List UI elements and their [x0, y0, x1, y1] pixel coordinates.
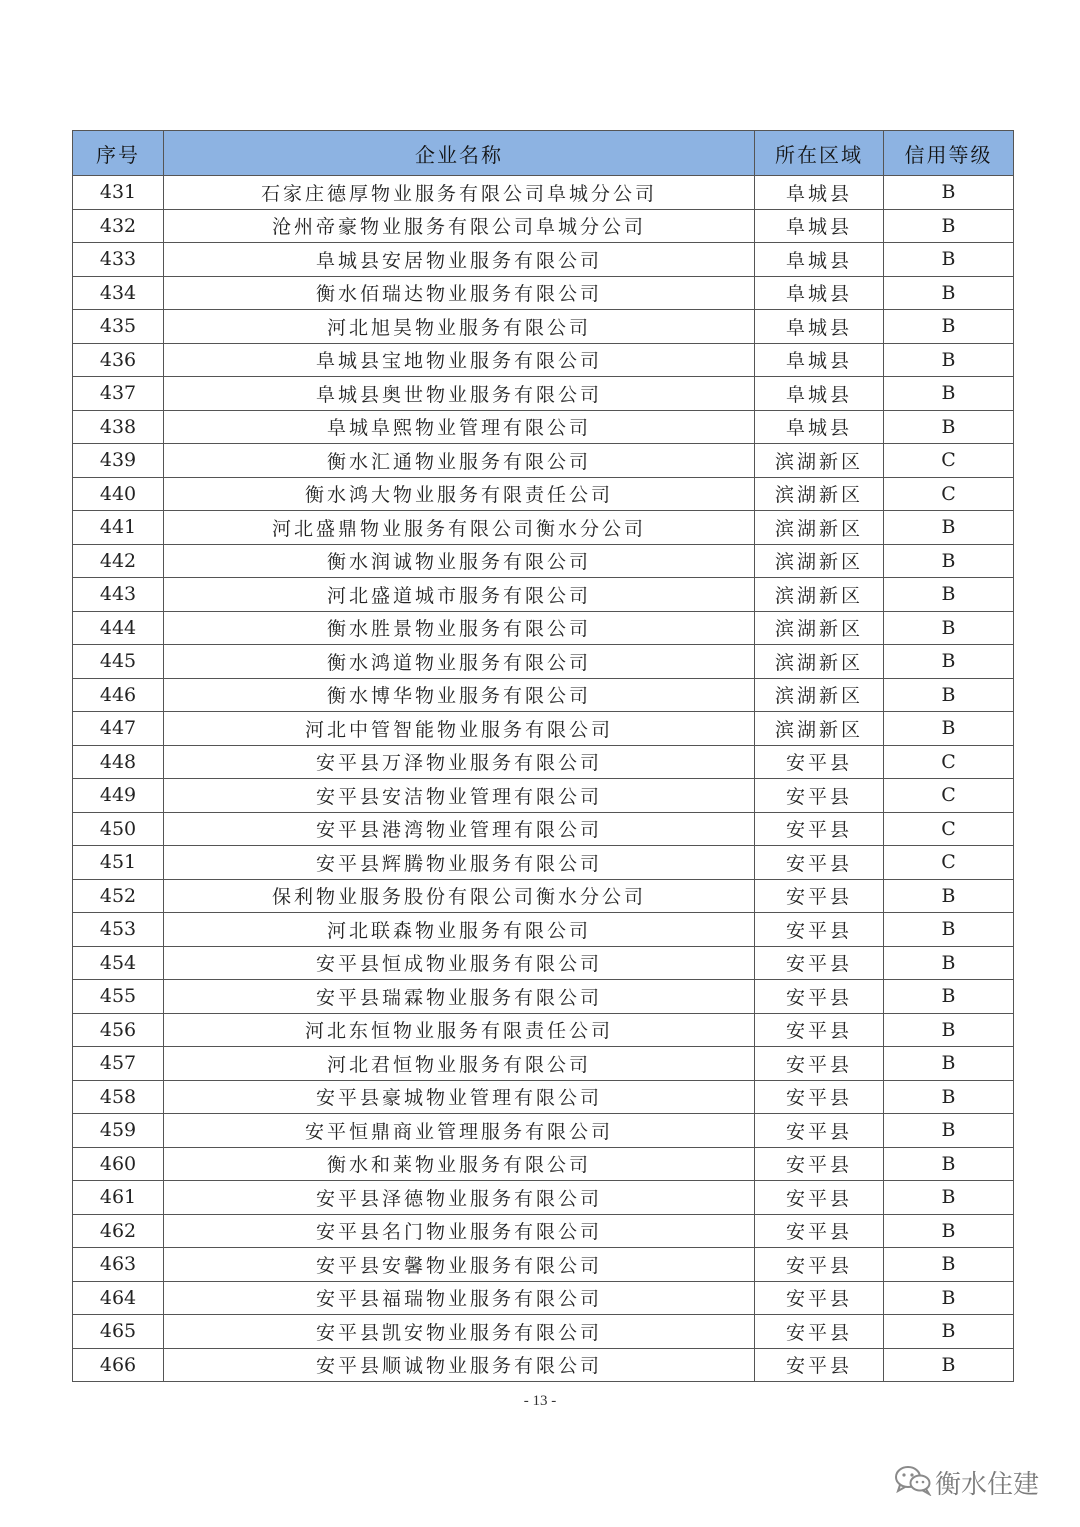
credit-level-cell: B — [884, 511, 1014, 545]
region-cell: 安平县 — [755, 946, 884, 980]
company-name-cell: 安平县恒成物业服务有限公司 — [164, 946, 755, 980]
serial-number-cell: 432 — [73, 209, 164, 243]
serial-number-cell: 464 — [73, 1281, 164, 1315]
serial-number-cell: 431 — [73, 176, 164, 210]
table-row — [73, 1214, 1014, 1248]
company-name-cell: 衡水汇通物业服务有限公司 — [164, 444, 755, 478]
table-row — [73, 1114, 1014, 1148]
region-cell: 安平县 — [755, 1013, 884, 1047]
serial-number-cell: 442 — [73, 544, 164, 578]
region-cell: 阜城县 — [755, 209, 884, 243]
serial-number-cell: 453 — [73, 913, 164, 947]
table-row — [73, 209, 1014, 243]
company-name-cell: 河北盛道城市服务有限公司 — [164, 578, 755, 612]
company-name-cell: 安平县名门物业服务有限公司 — [164, 1214, 755, 1248]
credit-level-cell: B — [884, 276, 1014, 310]
region-cell: 安平县 — [755, 779, 884, 813]
table-row — [73, 812, 1014, 846]
credit-level-cell: B — [884, 578, 1014, 612]
region-cell: 滨湖新区 — [755, 611, 884, 645]
serial-number-cell: 463 — [73, 1248, 164, 1282]
table-row — [73, 1281, 1014, 1315]
region-cell: 安平县 — [755, 879, 884, 913]
credit-level-cell: B — [884, 712, 1014, 746]
serial-number-cell: 433 — [73, 243, 164, 277]
serial-number-cell: 452 — [73, 879, 164, 913]
table-row — [73, 1315, 1014, 1349]
table-row — [73, 846, 1014, 880]
table-header-row — [73, 131, 1014, 176]
table-row — [73, 913, 1014, 947]
company-name-cell: 阜城县宝地物业服务有限公司 — [164, 343, 755, 377]
company-name-cell: 安平县安馨物业服务有限公司 — [164, 1248, 755, 1282]
table-row — [73, 1080, 1014, 1114]
company-name-cell: 安平县泽德物业服务有限公司 — [164, 1181, 755, 1215]
region-cell: 安平县 — [755, 1248, 884, 1282]
header-serial-number: 序号 — [73, 131, 164, 176]
table-row — [73, 745, 1014, 779]
credit-level-cell: C — [884, 846, 1014, 880]
company-name-cell: 安平县辉腾物业服务有限公司 — [164, 846, 755, 880]
serial-number-cell: 446 — [73, 678, 164, 712]
watermark — [893, 1460, 1053, 1500]
serial-number-cell: 458 — [73, 1080, 164, 1114]
region-cell: 安平县 — [755, 1348, 884, 1382]
region-cell: 安平县 — [755, 745, 884, 779]
region-cell: 滨湖新区 — [755, 578, 884, 612]
serial-number-cell: 455 — [73, 980, 164, 1014]
credit-level-cell: C — [884, 745, 1014, 779]
region-cell: 阜城县 — [755, 343, 884, 377]
serial-number-cell: 445 — [73, 645, 164, 679]
serial-number-cell: 434 — [73, 276, 164, 310]
serial-number-cell: 444 — [73, 611, 164, 645]
region-cell: 安平县 — [755, 1114, 884, 1148]
company-name-cell: 河北中管智能物业服务有限公司 — [164, 712, 755, 746]
serial-number-cell: 454 — [73, 946, 164, 980]
table-row — [73, 779, 1014, 813]
serial-number-cell: 449 — [73, 779, 164, 813]
credit-level-cell: B — [884, 913, 1014, 947]
company-name-cell: 河北君恒物业服务有限公司 — [164, 1047, 755, 1081]
table-row — [73, 377, 1014, 411]
region-cell: 安平县 — [755, 1080, 884, 1114]
table-row — [73, 1047, 1014, 1081]
region-cell: 滨湖新区 — [755, 477, 884, 511]
credit-level-cell: B — [884, 410, 1014, 444]
company-name-cell: 安平恒鼎商业管理服务有限公司 — [164, 1114, 755, 1148]
serial-number-cell: 462 — [73, 1214, 164, 1248]
serial-number-cell: 460 — [73, 1147, 164, 1181]
credit-level-cell: B — [884, 544, 1014, 578]
credit-level-cell: B — [884, 243, 1014, 277]
table-row — [73, 544, 1014, 578]
credit-level-cell: B — [884, 879, 1014, 913]
region-cell: 安平县 — [755, 1214, 884, 1248]
serial-number-cell: 438 — [73, 410, 164, 444]
company-name-cell: 安平县豪城物业管理有限公司 — [164, 1080, 755, 1114]
region-cell: 滨湖新区 — [755, 645, 884, 679]
company-name-cell: 安平县瑞霖物业服务有限公司 — [164, 980, 755, 1014]
table-row — [73, 879, 1014, 913]
region-cell: 滨湖新区 — [755, 712, 884, 746]
credit-level-cell: B — [884, 1013, 1014, 1047]
serial-number-cell: 466 — [73, 1348, 164, 1382]
table-row — [73, 980, 1014, 1014]
serial-number-cell: 440 — [73, 477, 164, 511]
table-body — [73, 176, 1014, 1382]
region-cell: 阜城县 — [755, 176, 884, 210]
credit-rating-table-container — [72, 130, 1013, 1382]
region-cell: 安平县 — [755, 846, 884, 880]
serial-number-cell: 450 — [73, 812, 164, 846]
region-cell: 阜城县 — [755, 276, 884, 310]
serial-number-cell: 439 — [73, 444, 164, 478]
serial-number-cell: 441 — [73, 511, 164, 545]
table-row — [73, 477, 1014, 511]
credit-level-cell: B — [884, 1214, 1014, 1248]
table-row — [73, 1248, 1014, 1282]
region-cell: 安平县 — [755, 1047, 884, 1081]
company-name-cell: 沧州帝豪物业服务有限公司阜城分公司 — [164, 209, 755, 243]
credit-level-cell: B — [884, 1348, 1014, 1382]
credit-level-cell: B — [884, 1147, 1014, 1181]
credit-level-cell: B — [884, 1248, 1014, 1282]
region-cell: 滨湖新区 — [755, 544, 884, 578]
company-name-cell: 安平县凯安物业服务有限公司 — [164, 1315, 755, 1349]
credit-level-cell: B — [884, 1281, 1014, 1315]
company-name-cell: 衡水润诚物业服务有限公司 — [164, 544, 755, 578]
serial-number-cell: 436 — [73, 343, 164, 377]
region-cell: 安平县 — [755, 1281, 884, 1315]
company-name-cell: 衡水鸿大物业服务有限责任公司 — [164, 477, 755, 511]
company-name-cell: 衡水鸿道物业服务有限公司 — [164, 645, 755, 679]
region-cell: 安平县 — [755, 1147, 884, 1181]
company-name-cell: 河北旭昊物业服务有限公司 — [164, 310, 755, 344]
region-cell: 安平县 — [755, 980, 884, 1014]
table-row — [73, 176, 1014, 210]
credit-level-cell: B — [884, 645, 1014, 679]
credit-level-cell: B — [884, 209, 1014, 243]
region-cell: 安平县 — [755, 913, 884, 947]
company-name-cell: 河北联森物业服务有限公司 — [164, 913, 755, 947]
company-name-cell: 衡水佰瑞达物业服务有限公司 — [164, 276, 755, 310]
table-row — [73, 1181, 1014, 1215]
table-row — [73, 276, 1014, 310]
region-cell: 安平县 — [755, 1315, 884, 1349]
company-name-cell: 安平县万泽物业服务有限公司 — [164, 745, 755, 779]
wechat-icon — [893, 1464, 933, 1496]
company-name-cell: 衡水胜景物业服务有限公司 — [164, 611, 755, 645]
credit-level-cell: C — [884, 477, 1014, 511]
company-name-cell: 阜城阜熙物业管理有限公司 — [164, 410, 755, 444]
serial-number-cell: 451 — [73, 846, 164, 880]
credit-level-cell: B — [884, 946, 1014, 980]
table-row — [73, 1013, 1014, 1047]
serial-number-cell: 443 — [73, 578, 164, 612]
credit-level-cell: B — [884, 343, 1014, 377]
table-row — [73, 1348, 1014, 1382]
region-cell: 阜城县 — [755, 410, 884, 444]
credit-level-cell: B — [884, 678, 1014, 712]
company-name-cell: 阜城县安居物业服务有限公司 — [164, 243, 755, 277]
credit-level-cell: B — [884, 1114, 1014, 1148]
credit-level-cell: B — [884, 377, 1014, 411]
company-name-cell: 河北东恒物业服务有限责任公司 — [164, 1013, 755, 1047]
region-cell: 滨湖新区 — [755, 678, 884, 712]
company-name-cell: 安平县安洁物业管理有限公司 — [164, 779, 755, 813]
table-row — [73, 444, 1014, 478]
table-row — [73, 645, 1014, 679]
header-region: 所在区域 — [755, 131, 884, 176]
region-cell: 安平县 — [755, 812, 884, 846]
credit-level-cell: B — [884, 310, 1014, 344]
company-name-cell: 衡水博华物业服务有限公司 — [164, 678, 755, 712]
table-row — [73, 946, 1014, 980]
region-cell: 滨湖新区 — [755, 444, 884, 478]
serial-number-cell: 447 — [73, 712, 164, 746]
serial-number-cell: 448 — [73, 745, 164, 779]
credit-level-cell: B — [884, 1080, 1014, 1114]
credit-rating-table — [72, 130, 1014, 1382]
serial-number-cell: 465 — [73, 1315, 164, 1349]
company-name-cell: 安平县福瑞物业服务有限公司 — [164, 1281, 755, 1315]
page-number: - 13 - — [523, 1393, 557, 1409]
header-credit-level: 信用等级 — [884, 131, 1014, 176]
credit-level-cell: B — [884, 611, 1014, 645]
table-row — [73, 1147, 1014, 1181]
credit-level-cell: C — [884, 444, 1014, 478]
company-name-cell: 安平县顺诚物业服务有限公司 — [164, 1348, 755, 1382]
region-cell: 阜城县 — [755, 377, 884, 411]
table-row — [73, 712, 1014, 746]
company-name-cell: 石家庄德厚物业服务有限公司阜城分公司 — [164, 176, 755, 210]
region-cell: 安平县 — [755, 1181, 884, 1215]
table-row — [73, 243, 1014, 277]
table-row — [73, 678, 1014, 712]
table-row — [73, 611, 1014, 645]
credit-level-cell: B — [884, 1315, 1014, 1349]
company-name-cell: 阜城县奥世物业服务有限公司 — [164, 377, 755, 411]
credit-level-cell: C — [884, 812, 1014, 846]
company-name-cell: 保利物业服务股份有限公司衡水分公司 — [164, 879, 755, 913]
credit-level-cell: B — [884, 176, 1014, 210]
table-row — [73, 410, 1014, 444]
header-company-name: 企业名称 — [164, 131, 755, 176]
table-row — [73, 343, 1014, 377]
serial-number-cell: 435 — [73, 310, 164, 344]
company-name-cell: 衡水和莱物业服务有限公司 — [164, 1147, 755, 1181]
region-cell: 滨湖新区 — [755, 511, 884, 545]
credit-level-cell: B — [884, 1047, 1014, 1081]
credit-level-cell: C — [884, 779, 1014, 813]
serial-number-cell: 437 — [73, 377, 164, 411]
table-row — [73, 310, 1014, 344]
serial-number-cell: 457 — [73, 1047, 164, 1081]
watermark-text: 衡水住建 — [935, 1470, 1040, 1500]
company-name-cell: 安平县港湾物业管理有限公司 — [164, 812, 755, 846]
credit-level-cell: B — [884, 980, 1014, 1014]
credit-level-cell: B — [884, 1181, 1014, 1215]
serial-number-cell: 456 — [73, 1013, 164, 1047]
serial-number-cell: 461 — [73, 1181, 164, 1215]
region-cell: 阜城县 — [755, 310, 884, 344]
table-row — [73, 511, 1014, 545]
serial-number-cell: 459 — [73, 1114, 164, 1148]
region-cell: 阜城县 — [755, 243, 884, 277]
company-name-cell: 河北盛鼎物业服务有限公司衡水分公司 — [164, 511, 755, 545]
table-row — [73, 578, 1014, 612]
